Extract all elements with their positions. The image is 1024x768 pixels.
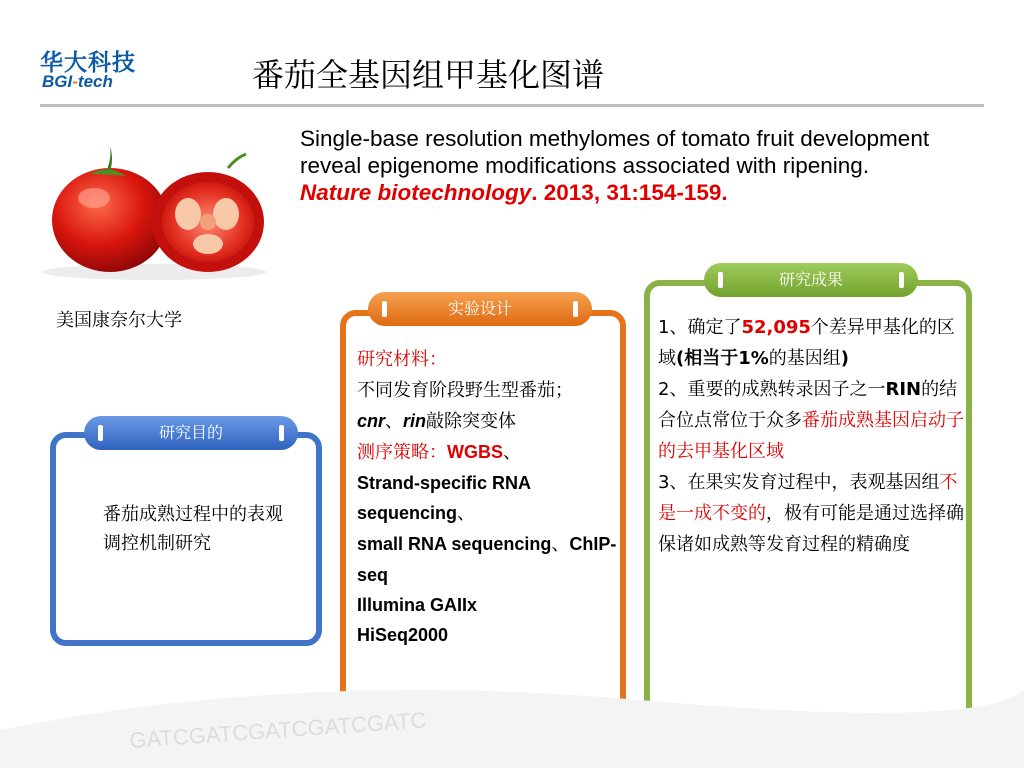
strategy-label: 测序策略： bbox=[357, 442, 447, 463]
tomato-image bbox=[38, 140, 270, 283]
citation bbox=[300, 125, 940, 206]
experiment-design-text: 研究材料： 不同发育阶段野生型番茄；cnr、rin敲除突变体 测序策略：WGBS、 Strand-specific RNA sequencing、 small RNA sequencing、ChIP-seq Illumina GAIIx HiSeq2000 bbox=[357, 349, 617, 645]
experiment-design-tag bbox=[368, 292, 592, 326]
platform-2: HiSeq2000 bbox=[357, 625, 449, 645]
slide-title: 番茄全基因组甲基化图谱 bbox=[252, 56, 605, 94]
dna-watermark-band bbox=[0, 660, 1024, 768]
tag-right-mark bbox=[899, 272, 904, 288]
research-results-tag bbox=[704, 263, 918, 297]
tag-right-mark bbox=[279, 425, 284, 441]
materials-label: 研究材料： bbox=[357, 349, 447, 370]
tag-left-mark bbox=[718, 272, 723, 288]
research-goal-label: 研究目的 bbox=[158, 423, 223, 442]
platform-1: Illumina GAIIx bbox=[357, 595, 478, 615]
tag-left-mark bbox=[382, 301, 387, 317]
research-goal-text: 番茄成熟过程中的表观调控机制研究 bbox=[103, 504, 283, 554]
logo-chinese-text: 华大科技 bbox=[40, 50, 136, 76]
research-results-label: 研究成果 bbox=[778, 270, 843, 289]
tag-left-mark bbox=[98, 425, 103, 441]
logo-english-text: BGI-tech bbox=[42, 72, 113, 91]
experiment-design-label: 实验设计 bbox=[447, 299, 512, 318]
tag-right-mark bbox=[573, 301, 578, 317]
journal-reference: Nature biotechnology. 2013, 31:154-159. bbox=[300, 180, 728, 205]
university-caption: 美国康奈尔大学 bbox=[56, 310, 182, 331]
research-goal-tag bbox=[84, 416, 298, 450]
watermark-text: GATCGATCGATCGATCGATC bbox=[128, 707, 428, 753]
research-results-text: 1、确定了52,095个差异甲基化的区域(相当于1%的基因组) 2、重要的成熟转录因子之一RIN的结合位点常位于众多番茄成熟基因启动子的去甲基化区域 3、在果实发育过程中，表观基因组不是一成不变的，极有可能是通过选择确保诸如成熟等发育过程的精确度 bbox=[658, 317, 964, 555]
header-divider bbox=[40, 104, 984, 107]
bgi-tech-logo bbox=[40, 44, 150, 94]
paper-title: Single-base resolution methylomes of tomato fruit development reveal epigenome modifications associated with ripening. bbox=[300, 126, 930, 178]
